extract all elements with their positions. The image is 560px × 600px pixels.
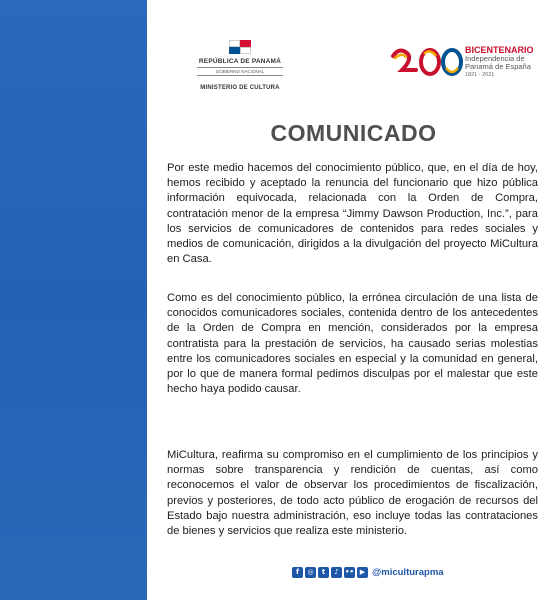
bicentenario-logo: [390, 42, 555, 92]
gov-national-label: GOBIERNO NACIONAL: [197, 67, 283, 76]
government-logo: [185, 40, 295, 91]
blue-side-bar: [0, 0, 147, 600]
paragraph-1: Por este medio hacemos del conocimiento público, que, en el día de hoy, hemos recibido y aceptado la renuncia del funcionario que hizo pública información equivocada, relacionada con la Orden de Compra, contratación menor de la empresa “Jimmy Dawson Production, Inc.”, para los servicios de comunicadores de contenidos para redes sociales y medios de comunicación, dirigidos a la divulgación del proyecto MiCultura en Casa.: [167, 162, 538, 266]
flickr-icon[interactable]: ••: [345, 567, 354, 576]
youtube-icon[interactable]: ▶: [357, 567, 368, 578]
facebook-icon[interactable]: f: [292, 567, 303, 578]
bicentenario-200-icon: [390, 44, 465, 80]
instagram-icon[interactable]: ◎: [305, 567, 316, 578]
bicentenario-title: BICENTENARIO: [465, 45, 534, 55]
paragraph-3: MiCultura, reafirma su compromiso en el cumplimiento de los principios y normas sobre transparencia y rendición de cuentas, así como reconocemos el valor de observar los procedimientos de fiscalización, previos y posteriores, de todo acto público de erogación de recursos del Estado bajo nuestra administración, eso incluye todas las contrataciones de bienes y servicios que realiza este ministerio.: [167, 449, 538, 538]
bicentenario-years: 1821 - 2021: [465, 72, 495, 79]
ministry-label: MINISTERIO DE CULTURA: [200, 85, 280, 91]
social-media-bar: [292, 565, 444, 579]
social-handle[interactable]: @miculturapma: [372, 566, 444, 578]
panama-flag-icon: [229, 40, 251, 54]
document-page: [147, 0, 560, 600]
bicentenario-subtitle-1: Independencia de: [465, 54, 525, 64]
tiktok-icon[interactable]: ♪: [331, 567, 342, 578]
document-title: COMUNICADO: [270, 120, 437, 146]
paragraph-2: Como es del conocimiento público, la errónea circulación de una lista de conocidos comunicadores sociales, contenida dentro de los antecedentes de la Orden de Compra en mención, considerados por la empresa contratista para la prestación de servicios, ha causado serias molestias entre los comunicadores sociales en especial y la comunidad en general, por lo que de manera formal pedimos disculpas por el malestar que este hecho haya podido causar.: [167, 292, 538, 396]
twitter-icon[interactable]: t: [318, 567, 329, 578]
bicentenario-subtitle-2: Panamá de España: [465, 62, 531, 72]
gov-republic-label: REPÚBLICA DE PANAMÁ: [198, 58, 282, 65]
